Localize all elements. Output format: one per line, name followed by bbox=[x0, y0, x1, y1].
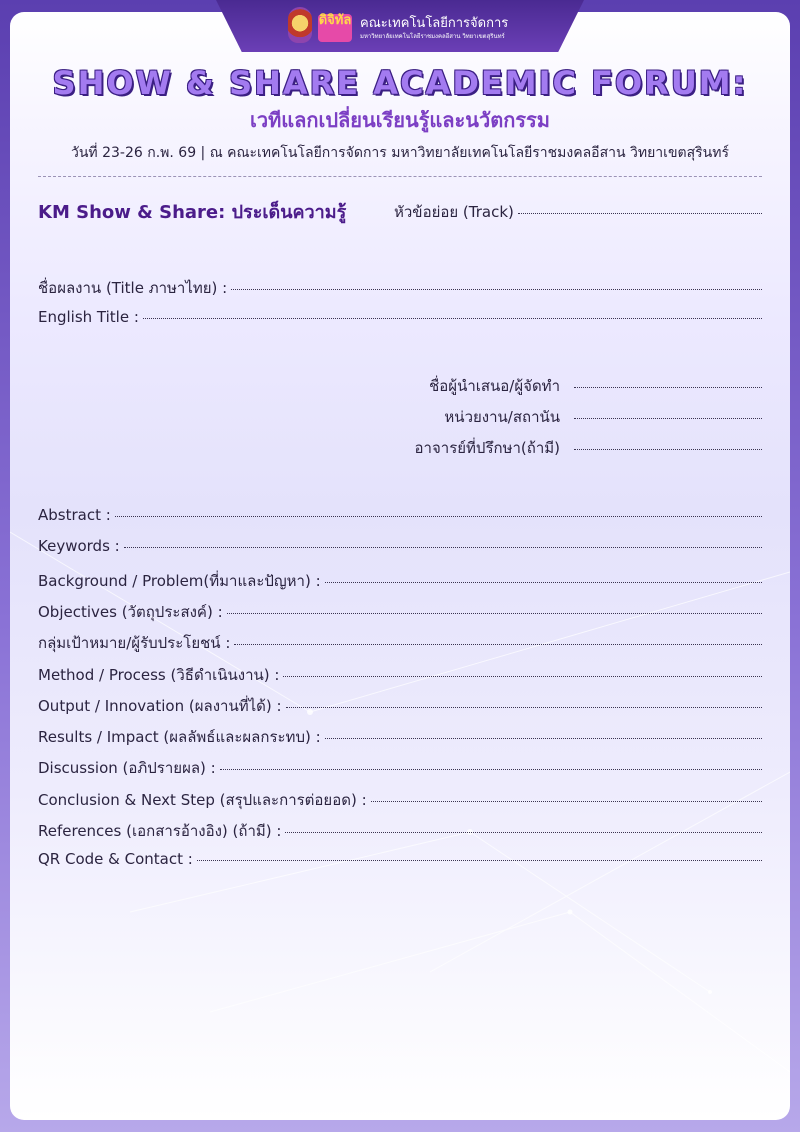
form-field-blank[interactable] bbox=[285, 832, 762, 833]
form-field-blank[interactable] bbox=[234, 644, 762, 645]
form-field-row[interactable] bbox=[38, 569, 762, 593]
forum-subtitle: เวทีแลกเปลี่ยนเรียนรู้และนวัตกรรม bbox=[250, 108, 550, 132]
form-field-label: Discussion (อภิปรายผล) : bbox=[38, 759, 216, 778]
form-field-label: Background / Problem(ที่มาและปัญหา) : bbox=[38, 571, 321, 590]
form-field-blank[interactable] bbox=[325, 582, 762, 583]
form-field-row[interactable] bbox=[38, 663, 762, 687]
form-field-label: Results / Impact (ผลลัพธ์และผลกระทบ) : bbox=[38, 728, 321, 747]
divider bbox=[38, 176, 762, 177]
thai-title-blank[interactable] bbox=[231, 289, 762, 290]
forum-title: SHOW & SHARE ACADEMIC FORUM: bbox=[52, 64, 748, 102]
form-field-label: Method / Process (วิธีดำเนินงาน) : bbox=[38, 665, 280, 684]
organization-field[interactable] bbox=[380, 405, 762, 429]
form-field-label: Keywords : bbox=[38, 537, 120, 556]
form-field-label: กลุ่มเป้าหมาย/ผู้รับประโยชน์ : bbox=[38, 634, 231, 653]
track-label: หัวข้อย่อย (Track) bbox=[394, 203, 514, 221]
organization-blank[interactable] bbox=[574, 418, 762, 419]
form-field-blank[interactable] bbox=[283, 676, 762, 677]
form-field-blank[interactable] bbox=[220, 769, 762, 770]
advisor-blank[interactable] bbox=[574, 449, 762, 450]
advisor-label: อาจารย์ที่ปรึกษา(ถ้ามี) bbox=[414, 439, 560, 457]
form-field-row[interactable] bbox=[38, 631, 762, 655]
form-field-row[interactable] bbox=[38, 725, 762, 749]
form-field-blank[interactable] bbox=[325, 738, 762, 739]
form-field-blank[interactable] bbox=[227, 613, 762, 614]
thai-title-label: ชื่อผลงาน (Title ภาษาไทย) : bbox=[38, 279, 228, 297]
english-title-label: English Title : bbox=[38, 308, 139, 326]
form-field-row[interactable] bbox=[38, 694, 762, 718]
form-field-row[interactable] bbox=[38, 850, 762, 868]
form-field-blank[interactable] bbox=[197, 860, 762, 861]
faculty-subtitle: มหาวิทยาลัยเทคโนโลยีราชมงคลอีสาน วิทยาเขตสุรินทร์ bbox=[360, 33, 505, 40]
form-field-row[interactable] bbox=[38, 600, 762, 624]
faculty-name: คณะเทคโนโลยีการจัดการ bbox=[360, 16, 509, 31]
english-title-field[interactable] bbox=[38, 308, 762, 326]
presenter-name-blank[interactable] bbox=[574, 387, 762, 388]
km-topic-label: KM Show & Share: ประเด็นความรู้ bbox=[38, 202, 347, 223]
organization-label: หน่วยงาน/สถานัน bbox=[444, 408, 560, 426]
form-field-row[interactable] bbox=[38, 819, 762, 843]
form-field-label: References (เอกสารอ้างอิง) (ถ้ามี) : bbox=[38, 822, 282, 840]
presenter-name-label: ชื่อผู้นำเสนอ/ผู้จัดทำ bbox=[429, 377, 560, 395]
form-field-label: Abstract : bbox=[38, 506, 111, 524]
form-field-label: Objectives (วัตถุประสงค์) : bbox=[38, 602, 223, 621]
form-field-label: Conclusion & Next Step (สรุปและการต่อยอด) : bbox=[38, 790, 367, 809]
form-card bbox=[10, 12, 790, 1120]
network-decoration bbox=[10, 12, 790, 1120]
thai-title-field[interactable] bbox=[38, 276, 762, 300]
form-field-blank[interactable] bbox=[371, 801, 762, 802]
form-field-label: QR Code & Contact : bbox=[38, 850, 193, 869]
form-field-label: Output / Innovation (ผลงานที่ได้) : bbox=[38, 696, 282, 715]
form-field-row[interactable] bbox=[38, 537, 762, 555]
form-field-blank[interactable] bbox=[124, 547, 762, 548]
advisor-field[interactable] bbox=[380, 436, 762, 460]
track-field[interactable] bbox=[394, 200, 762, 224]
form-field-blank[interactable] bbox=[115, 516, 762, 517]
event-date-venue: วันที่ 23-26 ก.พ. 69 | ณ คณะเทคโนโลยีการจัดการ มหาวิทยาลัยเทคโนโลยีราชมงคลอีสาน วิทยาเขตสุรินทร์ bbox=[70, 145, 729, 161]
english-title-blank[interactable] bbox=[143, 318, 762, 319]
university-seal-icon bbox=[288, 7, 312, 43]
digital-logo: ดิจิทัล bbox=[318, 14, 352, 42]
form-field-row[interactable] bbox=[38, 506, 762, 524]
form-field-blank[interactable] bbox=[286, 707, 762, 708]
form-field-row[interactable] bbox=[38, 756, 762, 780]
presenter-name-field[interactable] bbox=[380, 374, 762, 398]
track-blank[interactable] bbox=[518, 213, 762, 214]
form-field-row[interactable] bbox=[38, 788, 762, 812]
